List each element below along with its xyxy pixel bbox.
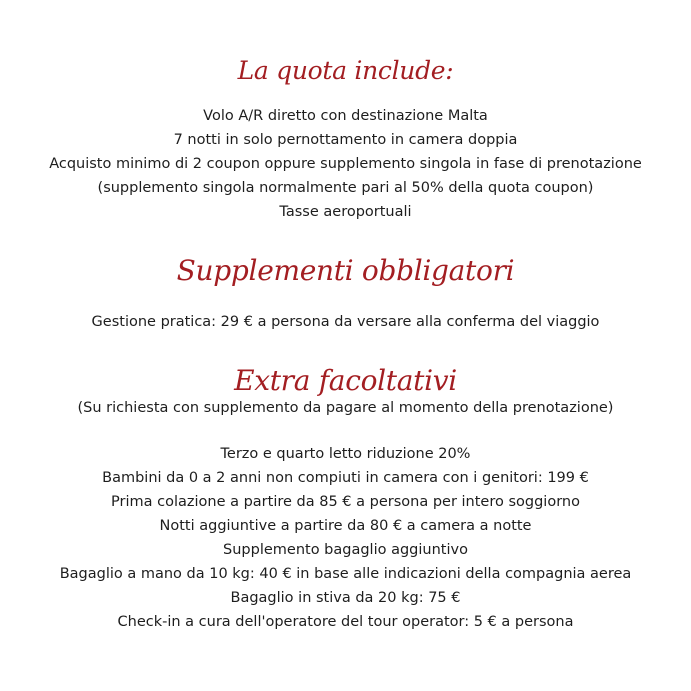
optional-note-text: (Su richiesta con supplemento da pagare al momento della prenotazione) xyxy=(77,400,614,416)
includes-item: Volo A/R diretto con destinazione Malta xyxy=(203,108,488,124)
includes-item: (supplemento singola normalmente pari al 50% della quota coupon) xyxy=(97,180,594,196)
mandatory-heading: Supplementi obbligatori xyxy=(176,254,515,287)
includes-item: Acquisto minimo di 2 coupon oppure supplemento singola in fase di prenotazione xyxy=(49,156,642,172)
optional-heading: Extra facoltativi xyxy=(234,364,457,397)
optional-item: Prima colazione a partire da 85 € a persona per intero soggiorno xyxy=(111,494,580,510)
mandatory-item: Gestione pratica: 29 € a persona da versare alla conferma del viaggio xyxy=(91,314,600,330)
includes-item: Tasse aeroportuali xyxy=(279,204,412,220)
includes-heading: La quota include: xyxy=(237,56,454,85)
optional-item: Bambini da 0 a 2 anni non compiuti in camera con i genitori: 199 € xyxy=(102,470,589,486)
optional-item: Bagaglio a mano da 10 kg: 40 € in base alle indicazioni della compagnia aerea xyxy=(59,566,632,582)
includes-item: 7 notti in solo pernottamento in camera doppia xyxy=(173,132,518,148)
mandatory-list xyxy=(0,310,691,334)
optional-list xyxy=(0,442,691,634)
includes-list xyxy=(0,104,691,224)
optional-item: Bagaglio in stiva da 20 kg: 75 € xyxy=(230,590,461,606)
optional-item: Supplemento bagaglio aggiuntivo xyxy=(223,542,468,558)
optional-item: Check-in a cura dell'operatore del tour operator: 5 € a persona xyxy=(117,614,574,630)
optional-item: Terzo e quarto letto riduzione 20% xyxy=(220,446,471,462)
optional-item: Notti aggiuntive a partire da 80 € a camera a notte xyxy=(159,518,532,534)
optional-note xyxy=(0,396,691,420)
